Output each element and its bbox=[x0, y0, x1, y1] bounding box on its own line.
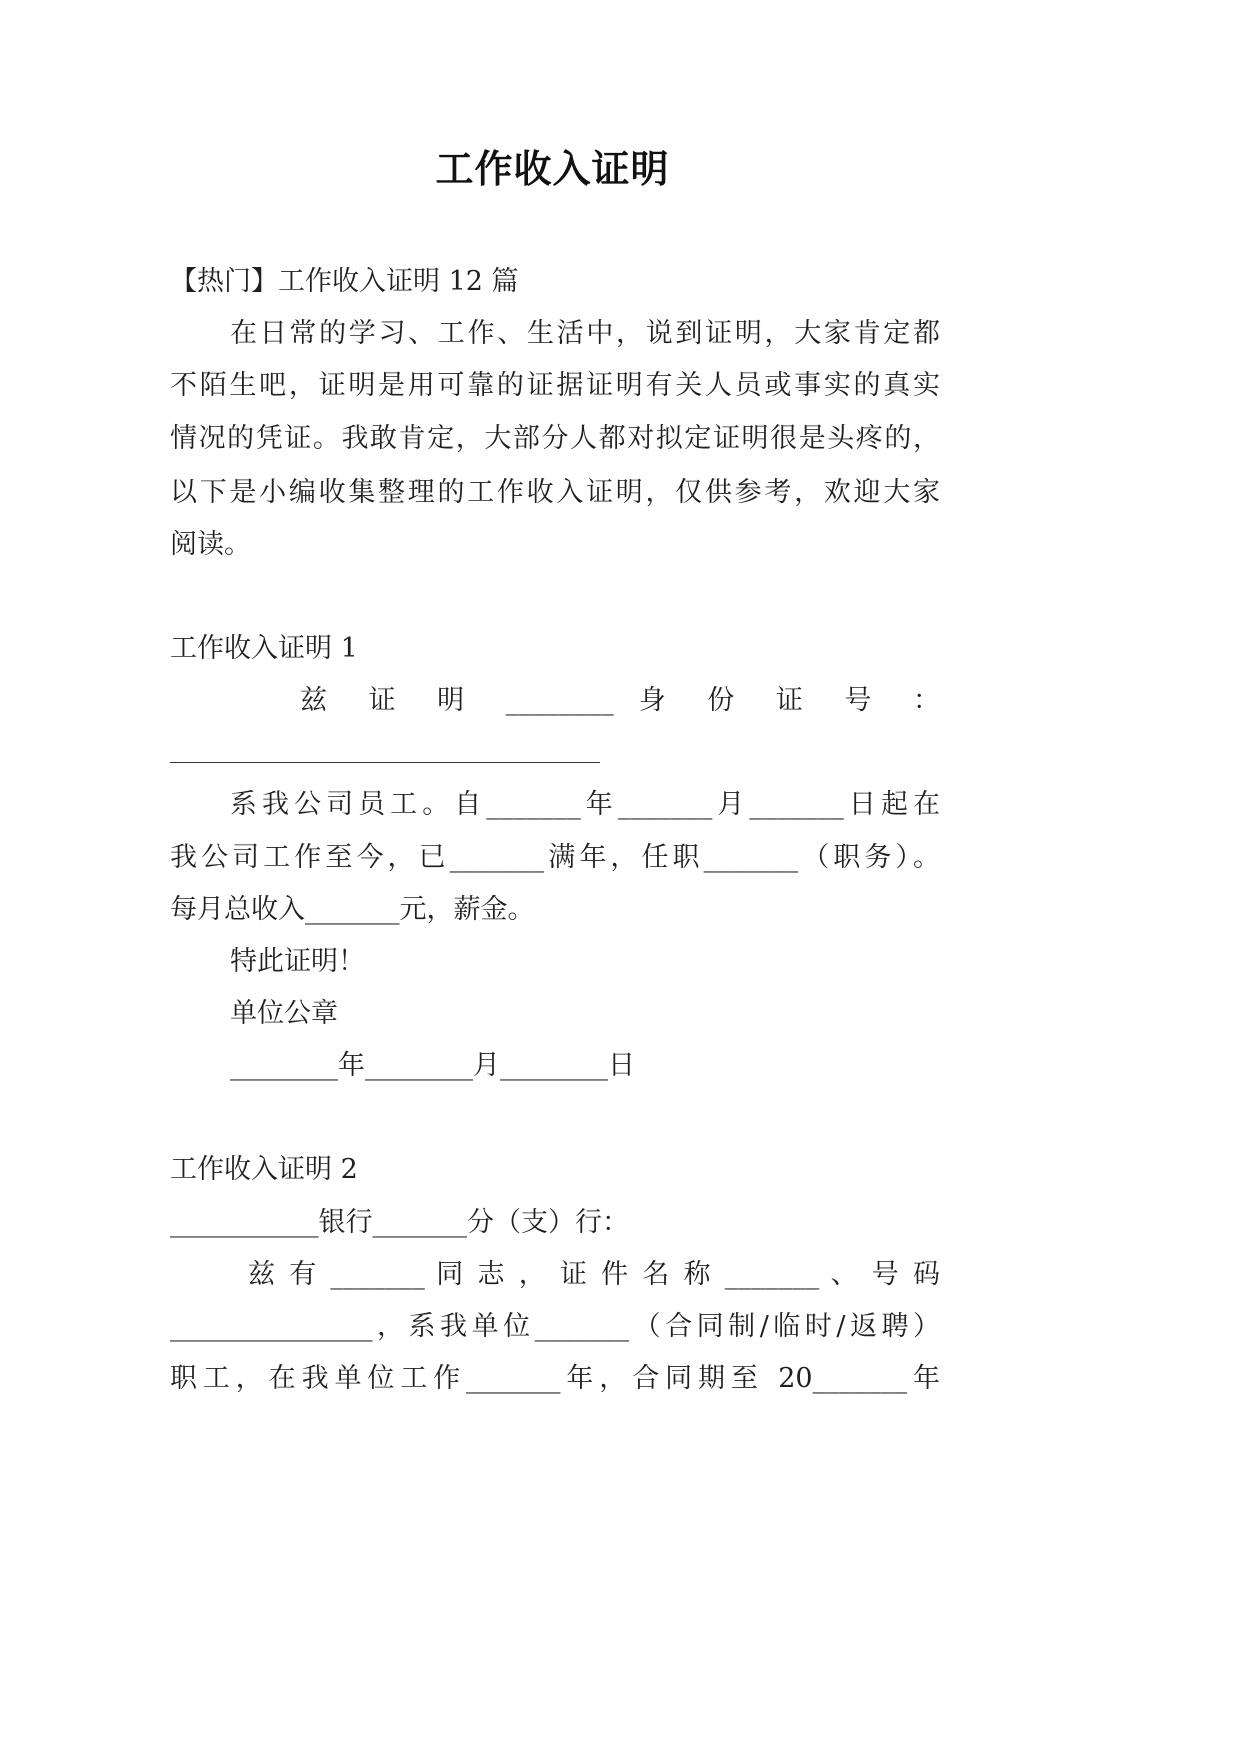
intro-line: 不陌生吧，证明是用可靠的证据证明有关人员或事实的真实 bbox=[170, 370, 940, 401]
section1-seal: 单位公章 bbox=[230, 998, 338, 1029]
intro-line: 在日常的学习、工作、生活中，说到证明，大家肯定都 bbox=[230, 318, 940, 349]
section2-body-line: _______________，系我单位_______（合同制/临时/返聘） bbox=[170, 1311, 940, 1342]
id-number-blank-line bbox=[170, 762, 600, 763]
section2-heading: 工作收入证明 2 bbox=[170, 1154, 358, 1185]
section1-body-line: 系我公司员工。自_______年_______月_______日起在 bbox=[230, 789, 940, 820]
section1-closing: 特此证明！ bbox=[230, 946, 365, 977]
section2-body-line: 职工，在我单位工作_______年，合同期至 20_______年 bbox=[170, 1363, 940, 1394]
document-title: 工作收入证明 bbox=[435, 146, 670, 191]
section1-body-line: 我公司工作至今，已_______满年，任职_______（职务）。 bbox=[170, 842, 940, 873]
section1-certify-line: 兹 证 明 ________ 身 份 证 号 ： bbox=[300, 685, 940, 716]
section1-date: ________年________月________日 bbox=[230, 1050, 635, 1081]
section2-bank-line: ___________银行_______分（支）行： bbox=[170, 1207, 629, 1238]
section1-heading: 工作收入证明 1 bbox=[170, 633, 358, 664]
intro-line: 阅读。 bbox=[170, 529, 251, 560]
intro-line: 以下是小编收集整理的工作收入证明，仅供参考，欢迎大家 bbox=[170, 477, 940, 508]
section2-body-line: 兹 有 _______ 同 志 ， 证 件 名 称 _______ 、 号 码 bbox=[248, 1259, 940, 1290]
intro-line: 情况的凭证。我敢肯定，大部分人都对拟定证明很是头疼的， bbox=[170, 423, 940, 454]
document-heading: 【热门】工作收入证明 12 篇 bbox=[170, 266, 519, 297]
section1-body-line: 每月总收入_______元，薪金。 bbox=[170, 894, 535, 925]
